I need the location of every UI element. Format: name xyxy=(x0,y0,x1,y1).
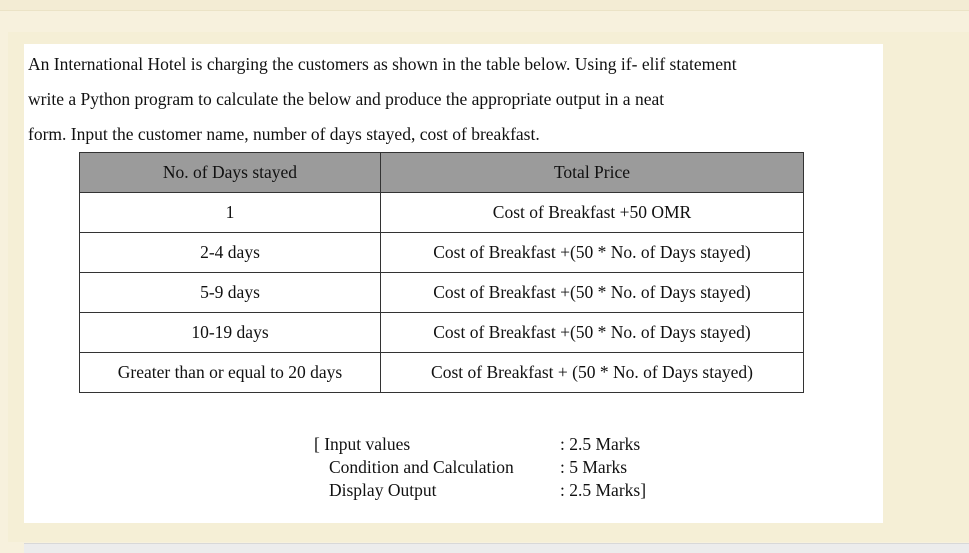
top-panel-edge xyxy=(0,0,969,11)
days-cell: 2-4 days xyxy=(80,233,381,273)
price-cell: Cost of Breakfast +(50 * No. of Days stayed) xyxy=(381,233,804,273)
price-cell: Cost of Breakfast +50 OMR xyxy=(381,193,804,233)
table-row xyxy=(80,353,804,393)
question-line: write a Python program to calculate the below and produce the appropriate output in a neat xyxy=(28,89,665,109)
table-row xyxy=(80,273,804,313)
question-line: An International Hotel is charging the customers as shown in the table below. Using if- elif statement xyxy=(28,54,737,74)
price-cell: Cost of Breakfast + (50 * No. of Days stayed) xyxy=(381,353,804,393)
table-header-row xyxy=(80,153,804,193)
days-cell: 1 xyxy=(80,193,381,233)
price-cell: Cost of Breakfast +(50 * No. of Days stayed) xyxy=(381,313,804,353)
marks-row xyxy=(314,456,646,479)
marks-row xyxy=(314,433,646,456)
pricing-table xyxy=(79,152,804,393)
question-line: form. Input the customer name, number of days stayed, cost of breakfast. xyxy=(28,124,540,144)
table-row xyxy=(80,313,804,353)
marks-label: Display Output xyxy=(329,480,437,500)
table-row xyxy=(80,233,804,273)
question-image xyxy=(24,44,883,523)
marks-value: : 2.5 Marks] xyxy=(560,480,647,500)
days-cell: 5-9 days xyxy=(80,273,381,313)
marks-label: [ Input values xyxy=(314,434,411,454)
question-text xyxy=(28,47,878,152)
marks-row xyxy=(314,479,646,502)
marks-label: Condition and Calculation xyxy=(329,457,514,477)
header-total-price: Total Price xyxy=(381,153,804,193)
marks-value: : 5 Marks xyxy=(560,457,628,477)
price-cell: Cost of Breakfast +(50 * No. of Days stayed) xyxy=(381,273,804,313)
table-row xyxy=(80,193,804,233)
marks-breakdown xyxy=(314,433,646,502)
marks-value: : 2.5 Marks xyxy=(560,434,641,454)
header-days-stayed: No. of Days stayed xyxy=(80,153,381,193)
days-cell: Greater than or equal to 20 days xyxy=(80,353,381,393)
days-cell: 10-19 days xyxy=(80,313,381,353)
